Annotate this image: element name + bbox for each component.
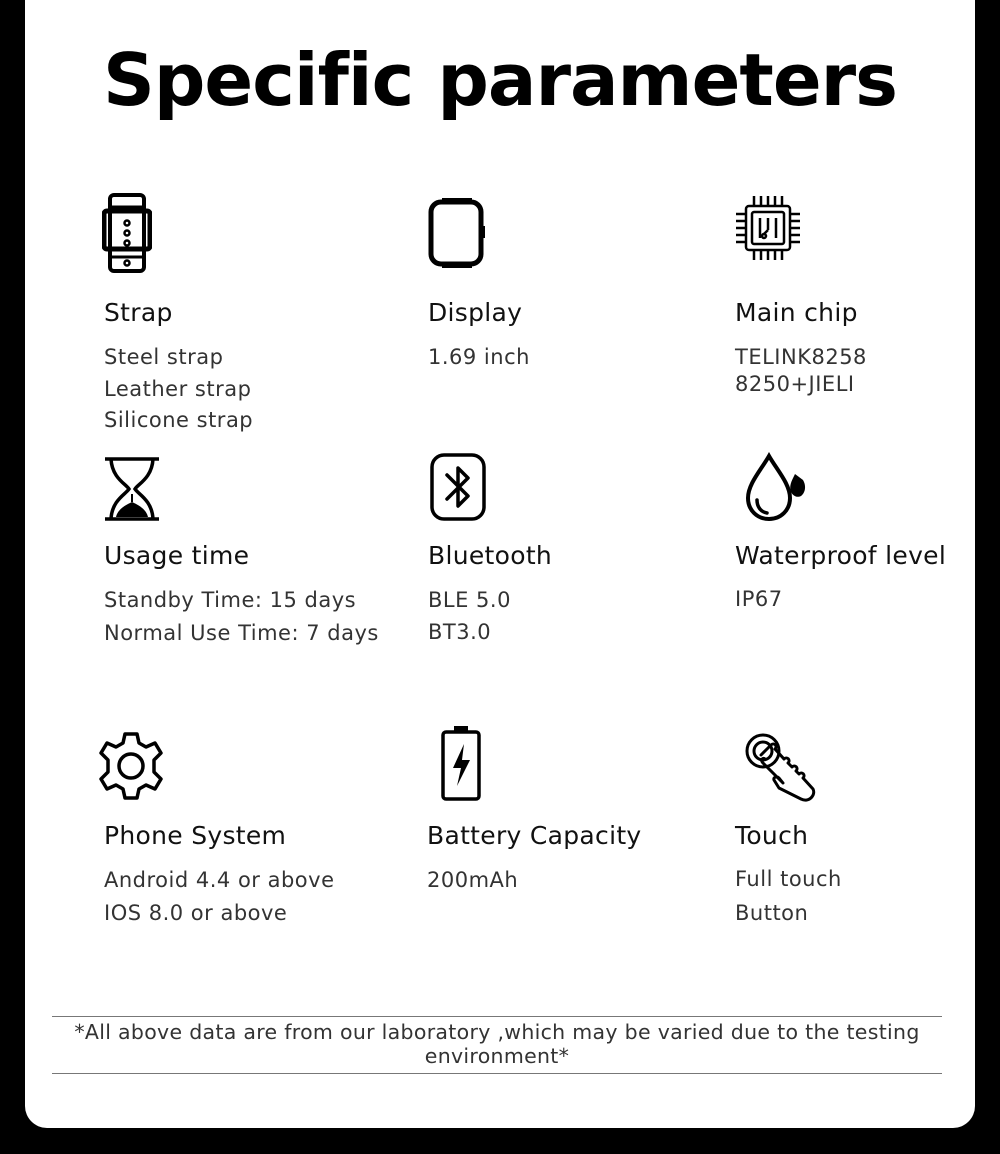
param-value: TELINK8258 [735, 345, 867, 369]
param-value: IP67 [735, 587, 783, 611]
param-value: 8250+JIELI [735, 372, 855, 396]
param-name: Bluetooth [428, 541, 553, 570]
gear-icon [96, 731, 166, 801]
watch-display-icon [428, 196, 488, 270]
param-value: Android 4.4 or above [104, 868, 335, 892]
bluetooth-icon [430, 453, 486, 521]
param-value: Button [735, 901, 809, 925]
param-value: Full touch [735, 867, 842, 891]
param-value: BLE 5.0 [428, 588, 511, 612]
param-value: 200mAh [427, 868, 519, 892]
param-name: Usage time [104, 541, 250, 570]
divider [52, 1016, 942, 1017]
param-value: 1.69 inch [428, 345, 530, 369]
hourglass-icon [104, 456, 160, 522]
param-name: Waterproof level [735, 541, 947, 570]
param-name: Battery Capacity [427, 821, 642, 850]
param-name: Display [428, 298, 523, 327]
param-name: Main chip [735, 298, 858, 327]
divider [52, 1073, 942, 1074]
param-value: BT3.0 [428, 620, 492, 644]
touch-icon [743, 733, 821, 803]
battery-icon [440, 724, 482, 802]
param-name: Touch [735, 821, 809, 850]
footnote: *All above data are from our laboratory ,which may be varied due to the testing environment* [74, 1020, 920, 1068]
param-value: Leather strap [104, 377, 252, 401]
param-value: IOS 8.0 or above [104, 901, 288, 925]
param-name: Phone System [104, 821, 287, 850]
param-value: Steel strap [104, 345, 224, 369]
param-value: Standby Time: 15 days [104, 588, 357, 612]
param-name: Strap [104, 298, 173, 327]
param-value: Normal Use Time: 7 days [104, 621, 379, 645]
water-drop-icon [745, 452, 809, 522]
param-value: Silicone strap [104, 408, 254, 432]
chip-icon [734, 194, 802, 262]
page-title: Specific parameters [102, 38, 898, 122]
watch-strap-icon [102, 193, 152, 273]
